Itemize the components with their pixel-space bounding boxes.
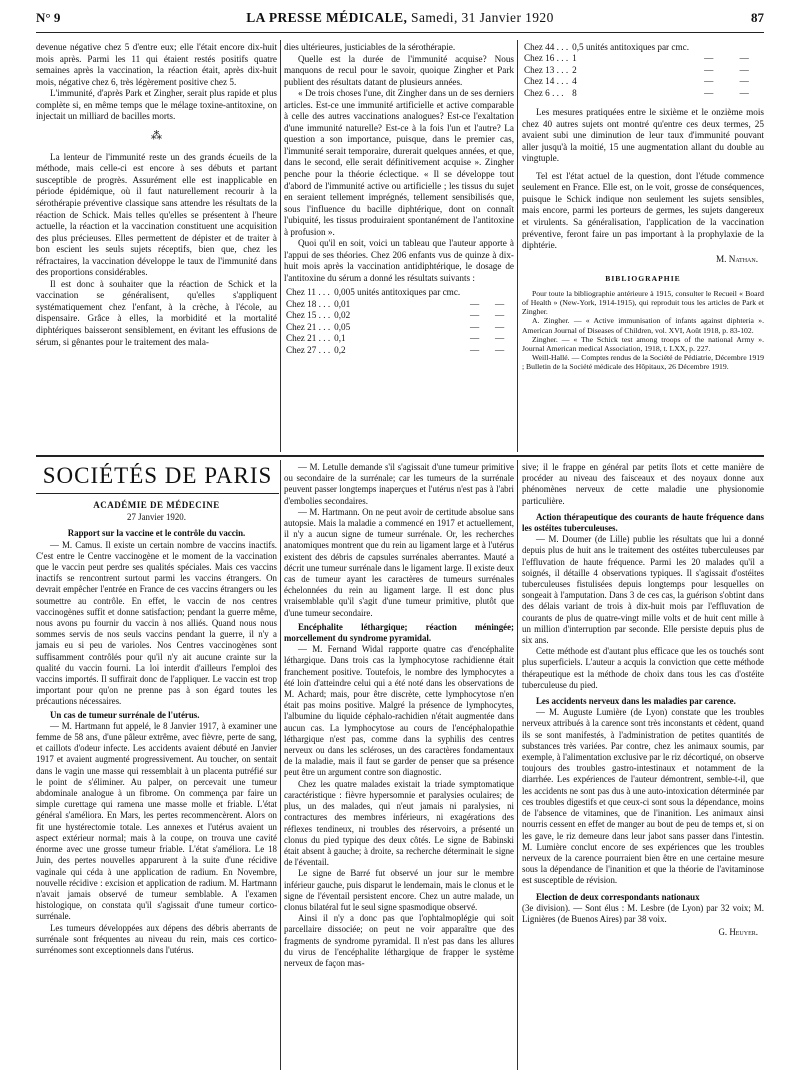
title-rule <box>36 493 279 494</box>
ditto-mark: — <box>494 321 505 332</box>
table-row <box>286 310 514 321</box>
page-number: 87 <box>751 10 764 25</box>
bibliography-entry: Pour toute la bibliographie antérieure à 1915, consulter le Recueil « Board of Health » (New-York, 1914-1915), qui reproduit tous les articles de Park et Zingher. <box>522 288 764 317</box>
table-cell: 0,1 <box>334 333 346 344</box>
session-date: 27 Janvier 1920. <box>127 512 186 523</box>
ditto-mark: — <box>704 76 714 87</box>
paragraph: — M. Hartmann fut appelé, le 8 Janvier 1917, à examiner une femme de 58 ans, d'une pâleur extrême, avec fièvre, perte de sang, et caillots d'odeur infecte. Les accidents avaient débuté en Janvier 1917 et avaient augmenté progressivement. Au toucher, on sentait dans le vagin une masse qui ressemblait à un placenta putréfié sur le point de s'éliminer. Au palper, on percevait une tumeur abdominale analogue à un fibrome. On commença par faire un simple curettage qui ramena une masse molle et friable. L'état général s'améliora. En Mars, les pertes recommencèrent. Alors on fit une hystérectomie totale. Les annexes et l'utérus avaient un aspect extérieur normal; mais à la coupe, on trouva une cavité énorme avec une grosse tumeur friable. L'état s'améliora. Le 18 Juin, des pertes nouvelles apparurent à la suite d'une récidive vaginale qui céda à une application de radium. En Novembre, nouvelle récidive : excision et application de radium. M. Hartmann n'avait jamais observé de tumeur semblable. A l'examen histologique, on constata qu'il s'agissait d'une tumeur cortico-surrénale. <box>36 720 277 922</box>
article-heading: Encéphalite léthargique; réaction méningée; morcellement du syndrome pyramidal. <box>284 621 514 644</box>
ditto-mark: — <box>494 310 505 321</box>
table-cell: Chez 18 . . . <box>286 298 331 309</box>
table-cell: Chez 11 . . . <box>286 287 330 298</box>
table-cell: 0,01 <box>334 298 351 309</box>
table-row <box>524 42 764 53</box>
column-rule <box>280 40 281 452</box>
issue-date: Samedi, 31 Janvier 1920 <box>411 10 554 25</box>
bibliography-heading: BIBLIOGRAPHIE <box>605 274 681 284</box>
table-row <box>524 53 764 64</box>
table-cell: 0,2 <box>334 344 346 355</box>
table-cell: Chez 44 . . . <box>524 42 569 52</box>
ditto-mark: — <box>494 298 505 309</box>
antitoxin-table-1 <box>286 287 514 355</box>
paragraph: Les tumeurs développées aux dépens des débris aberrants de surrénale sont fréquentes au niveau du rein, mais ces cortico-surrénomes sont exceptionnels dans l'utérus. <box>36 922 277 955</box>
top-column-2 <box>284 42 514 359</box>
bibliography <box>522 289 764 372</box>
paragraph: — M. Fernand Widal rapporte quatre cas d'encéphalite léthargique. Dans trois cas la lymphocytose rachidienne était franchement positive. Toutefois, le nombre des lymphocytes a été loin d'atteindre celui qui a été noté dans les observations de M. Achard; mais, pour être discrète, cette lymphocytose n'en était pas moins positive. Malgré la présence de lymphocytes, l'albumine du liquide céphalo-rachidien n'était augmentée dans aucun cas. La lymphocytose au cours de l'encéphalopathie léthargique n'est pas, comme dans la syphilis des centres nerveux ou dans les scléroses, un des caractères fondamentaux de la maladie, mais il faut se garder de penser que sa présence peut être un argument contre son diagnostic. <box>284 644 514 778</box>
ditto-mark: — <box>704 64 714 75</box>
article-heading: Un cas de tumeur surrénale de l'utérus. <box>50 709 200 720</box>
lower-column-3 <box>522 462 764 938</box>
paragraph: Tel est l'état actuel de la question, dont l'étude commence seulement en France. Elle est, on le voit, grosse de conséquences, puisque le Schick indique non seulement les sujets sensibles, mais encore, parmi les porteurs de germes, les sujets dangereux et virulents. Sa généralisation, l'application de la vaccination préventive, feront faire un pas important à la prophylaxie de la diphtérie. <box>522 170 764 251</box>
ditto-mark: — <box>470 298 480 309</box>
ditto-mark: — <box>739 87 749 98</box>
table-cell: Chez 21 . . . <box>286 321 331 332</box>
table-cell: Chez 14 . . . <box>524 76 569 87</box>
table-row <box>286 345 514 356</box>
paragraph: Le signe de Barré fut observé un jour sur le membre inférieur gauche, puis disparut le lendemain, mais le clonus et le signe de l'éventail persistent encore. Chez un autre malade, un clonus bilatéral fut le seul signe spasmodique observé. <box>284 868 514 912</box>
table-row <box>286 333 514 344</box>
paragraph: devenue négative chez 5 d'entre eux; elle l'était encore dix-huit mois après. Parmi les 11 qui étaient restés positifs quatre semaines après la vaccination, la réaction était, après dix-huit mois, négative chez 6, très légèrement positive chez 5. <box>36 42 277 87</box>
ditto-mark: — <box>704 53 714 64</box>
table-cell: 0,5 unités antitoxiques par cmc. <box>572 42 690 52</box>
bibliography-entry: A. Zingher. — « Active immunisation of infants against diphteria ». American Journal of Diseases of Children, vol. XVI, Août 1918, p. 83-102. <box>522 316 764 335</box>
ditto-mark: — <box>704 87 714 98</box>
journal-title: LA PRESSE MÉDICALE, <box>246 10 408 25</box>
bibliography-entry: Weill-Hallé. — Comptes rendus de la Société de Pédiatrie, Décembre 1919 ; Bulletin de la Société médicale des Hôpitaux, 26 Décembre 1919. <box>522 353 764 372</box>
bibliography-entry: Zingher. — « The Schick test among troops of the national Army ». Journal American medical Association, 1918, t. LXX, p. 227. <box>522 334 764 353</box>
section-stars: ⁂ <box>151 129 162 142</box>
table-cell: 0,05 <box>334 321 351 332</box>
paragraph: — M. Doumer (de Lille) publie les résultats que lui a donné depuis plus de huit ans le traitement des ostéites tuberculeuses par l'effluvation de haute fréquence. Parmi les 20 malades qu'il a soignés, il détaille 4 observations typiques. Il s'agissait d'ostéites tuberculeuses fistulisées depuis longtemps pour lesquelles on songeait à l'amputation. Dans 3 de ces cas, la guérison s'obtint dans des délais variant de trois à dix-huit mois par l'effluvation de courants de plus de quatre-vingt mille volts et de huit cent mille à un million d'interruption par seconde. Elle persiste depuis plus de six ans. <box>522 534 764 646</box>
table-cell: 1 <box>572 53 577 64</box>
lower-column-1 <box>36 498 277 956</box>
section-separator <box>36 455 764 457</box>
ditto-mark: — <box>470 321 480 332</box>
paragraph: Cette méthode est d'autant plus efficace que les os touchés sont plus superficiels. L'auteur a acquis la conviction que cette méthode thérapeutique est la méthode de choix dans tous les cas d'ostéite tuberculeuse du pied. <box>522 646 764 690</box>
table-row <box>524 65 764 76</box>
paragraph: — M. Auguste Lumière (de Lyon) constate que les troubles nerveux attribués à la carence sont très inconstants et cèdent, quand ils se sont manifestés, à l'administration de petites quantités de substances très variées. Par contre, chez les animaux soumis, par exemple, à l'alimentation exclusive par le riz décortiqué, on observe toujours des troubles gastro-intestinaux et notamment de la diarrhée. Les expériences de l'auteur démontrent, semble-t-il, que les accidents ne sont pas dus à une auto-intoxication déterminée par ces troubles digestifs et que ceux-ci sont sous la dépendance, moins de l'absence de vitamines, que de l'inanition. Les animaux ainsi nourris cessent en effet de manger au bout de peu de temps et, si on les gave, le riz demeure dans leur jabot sans passer dans l'intestin. M. Lumière conclut encore de ses expériences que les troubles nerveux de la carence pourraient bien être en une certaine mesure sous la dépendance de l'inanition et que la théorie de l'avitaminose est susceptible de révision. <box>522 707 764 886</box>
journal-title-line <box>96 10 704 26</box>
table-cell: 0,02 <box>334 310 351 321</box>
author-signature: M. Nathan. <box>715 253 758 264</box>
paragraph: Chez les quatre malades existait la triade symptomatique caractéristique : fièvre hypersomnie et paralysies oculaires; de plus, un des malades, qui n'eut jamais ni paralysies, ni contractures des membres inférieurs, ni exagérations des réflexes tendineux, ni troubles des réservoirs, a présenté un clonus du pied typique des deux côtés. Le signe de Babinski était absent à gauche; à droite, sa recherche déterminait le signe de l'éventail. <box>284 778 514 868</box>
table-cell: Chez 15 . . . <box>286 310 331 321</box>
paragraph: dies ultérieures, justiciables de la sérothérapie. <box>284 42 456 52</box>
table-cell: Chez 6 . . . <box>524 87 564 98</box>
ditto-mark: — <box>494 333 505 344</box>
paragraph: Il est donc à souhaiter que la réaction de Schick et la vaccination se généralisent, qu'elles s'appliquent systématiquement chez l'enfant, à la crèche, à l'école, au dispensaire. Grâce à elles, la morbidité et la mortalité diphtériques baisseront sensiblement, en évitant les effusions de sérum, si gênantes pour le traitement des mala- <box>36 278 277 347</box>
table-cell: 2 <box>572 64 577 75</box>
author-signature: G. Heuyer. <box>718 927 758 938</box>
paragraph: L'immunité, d'après Park et Zingher, serait plus rapide et plus complète si, en même temps que le mélage toxine-antitoxine, on injectait un milliard de bacilles morts. <box>36 88 277 122</box>
article-heading: Les accidents nerveux dans les maladies par carence. <box>536 696 736 707</box>
table-row <box>524 88 764 99</box>
paragraph: Quoi qu'il en soit, voici un tableau que l'auteur apporte à l'appui de ses théories. Chez 206 enfants vus de quinze à dix-huit mois après la vaccination antidiphtérique, le dosage de l'antitoxine du sérum a donné les résultats suivants : <box>284 238 514 283</box>
ditto-mark: — <box>739 76 749 87</box>
paragraph: Les mesures pratiquées entre le sixième et le onzième mois chez 40 autres sujets ont montré qu'entre ces deux termes, 25 avaient subi une diminution de leur taux d'immunité pouvant aller jusqu'à la moitié, 15 une augmentation allant du double au vingtuple. <box>522 107 764 164</box>
paragraph: La lenteur de l'immunité reste un des grands écueils de la méthode, mais celle-ci est encore à ses débuts et partant susceptible de progrès. Assurément elle est inapplicable en période épidémique, où il faut naturellement recourir à la sérothérapie préventive classique sans attendre les résultats de la réaction de Schick. Mais telles qu'elles se présentent à l'heure actuelle, la réaction et la vaccination constituent une acquisition des plus précieuses. Elles permettent de dépister et de traiter à bon escient les seuls sujets réceptifs, bien que, chez les réfractaires, la vaccination développe le taux de l'immunité dans des proportions considérables. <box>36 151 277 278</box>
top-column-3 <box>522 42 764 372</box>
table-cell: 8 <box>572 87 577 98</box>
paragraph: « De trois choses l'une, dit Zingher dans un de ses derniers articles. Est-ce une immunité artificielle et active comparable à celle des autres vaccinations analogues? Est-ce l'exaltation d'une immunité naturelle? Est-ce à la fois l'un et l'autre? La question a son importance, puisque, dans le premier cas, l'immunité serait temporaire, durerait quelques années, et que, dans le second, elle serait définitivement acquise ». Zingher penche pour la théorie éclectique. « Il se développe tout d'abord de l'immunité active ou artificielle ; les tissus du sujet en seraient tellement imprégnés, tellement sensibilisés que, sous l'influence du bacille diphtérique, dont on connaît l'ubiquité, les tissus produiraient spontanément de l'antitoxine à profusion ». <box>284 88 514 237</box>
ditto-mark: — <box>470 333 480 344</box>
table-row <box>286 322 514 333</box>
issue-number: N° 9 <box>36 10 61 25</box>
paragraph: — M. Letulle demande s'il s'agissait d'une tumeur primitive ou secondaire de la surrénale; car les tumeurs de la surrénale peuvent passer longtemps inaperçues et l'utérus n'est pas à l'abri d'embolies secondaires. <box>284 462 514 506</box>
paragraph: — M. Hartmann. On ne peut avoir de certitude absolue sans autopsie. Mais la maladie a commencé en 1917 et actuellement, il n'y a aucun signe de tumeur surrénale. Or, les recherches anatomiques montrent que du rein au ligament large et à l'utérus existent des débris de capsules surrénales aberrantes. Mauté a décrit une tumeur surrénale dans le ligament large. Il existe deux cas de tumeur ayant les caractères de tumeurs surrénales échelonnées du rein au ligament large. Il est donc plus vraisemblable qu'il s'agit d'une tumeur primitive, plutôt que d'une tumeur secondaire. <box>284 506 514 618</box>
table-row <box>524 76 764 87</box>
antitoxin-table-2 <box>524 42 764 99</box>
paragraph: sive; il le frappe en général par petits îlots et cette manière de procéder au niveau des faisceaux et des noyaux donne aux phénomènes nerveux de cette maladie une physionomie particulière. <box>522 462 764 506</box>
top-column-1 <box>36 42 277 348</box>
ditto-mark: — <box>470 310 480 321</box>
table-cell: Chez 13 . . . <box>524 64 569 75</box>
table-row <box>286 299 514 310</box>
article-heading: Action thérapeutique des courants de haute fréquence dans les ostéites tuberculeuses. <box>522 511 764 534</box>
section-title: SOCIÉTÉS DE PARIS <box>42 463 273 488</box>
table-cell: Chez 21 . . . <box>286 333 331 344</box>
table-cell: 4 <box>572 76 577 87</box>
column-rule <box>280 460 281 1070</box>
article-heading: Rapport sur la vaccine et le contrôle du vaccin. <box>67 528 246 539</box>
academy-heading: ACADÉMIE DE MÉDECINE <box>93 500 220 510</box>
ditto-mark: — <box>494 344 505 355</box>
ditto-mark: — <box>470 344 480 355</box>
paragraph: Quelle est la durée de l'immunité acquise? Nous manquons de recul pour le savoir, quoique Zingher et Park publient des résultats datant de plusieurs années. <box>284 53 514 87</box>
table-cell: Chez 27 . . . <box>286 344 331 355</box>
page-header <box>36 10 764 33</box>
column-rule <box>517 460 518 1070</box>
paragraph: (3e division). — Sont élus : M. Lesbre (de Lyon) par 32 voix; M. Lignières (de Buenos Aires) par 38 voix. <box>522 902 764 924</box>
table-cell: Chez 16 . . . <box>524 53 569 64</box>
table-row <box>286 287 514 298</box>
column-rule <box>517 40 518 452</box>
paragraph: Ainsi il n'y a donc pas que l'ophtalmoplégie qui soit parcellaire dissociée; on peut ne voir apparaître que des fragments de syndrome pyramidal. Il n'est pas dans les allures du virus de l'encéphalite léthargique de frapper le système nerveux de façon mas- <box>284 913 514 968</box>
paragraph: — M. Camus. Il existe un certain nombre de vaccins inactifs. C'est entre le Centre vaccinogène et le moment de la vaccination que le vaccin peut perdre ses qualités spéciales. Mais ces vaccins inactifs se rencontrent surtout parmi les vaccins étrangers. On devrait empêcher l'entrée en France de ces vaccins étrangers ou les soumettre au contrôle. En effet, le vaccin de nos centres vaccinogènes suffit et donne satisfaction; pendant la guerre même, nous avons pu fournir du vaccin à nos alliés. Quand nous nous sommes servis de nos seuls vaccins pendant la guerre, il n'y a jamais eu si peu de varioles. Nos Centres vaccinogènes sont suffisamment contrôlés pour qu'il n'y ait aucune crainte sur la qualité du vaccin fourni. La loi interdit d'ailleurs l'emploi des vaccins importés. Il suffirait donc de l'appliquer. Le vaccin est trop important pour qu'on ne prenne pas à son égard toutes les précautions nécessaires. <box>36 539 277 707</box>
article-heading: Election de deux correspondants nationaux <box>536 891 700 902</box>
ditto-mark: — <box>739 64 749 75</box>
ditto-mark: — <box>739 53 749 64</box>
table-cell: 0,005 unités antitoxiques par cmc. <box>334 287 461 298</box>
lower-column-2 <box>284 462 514 969</box>
